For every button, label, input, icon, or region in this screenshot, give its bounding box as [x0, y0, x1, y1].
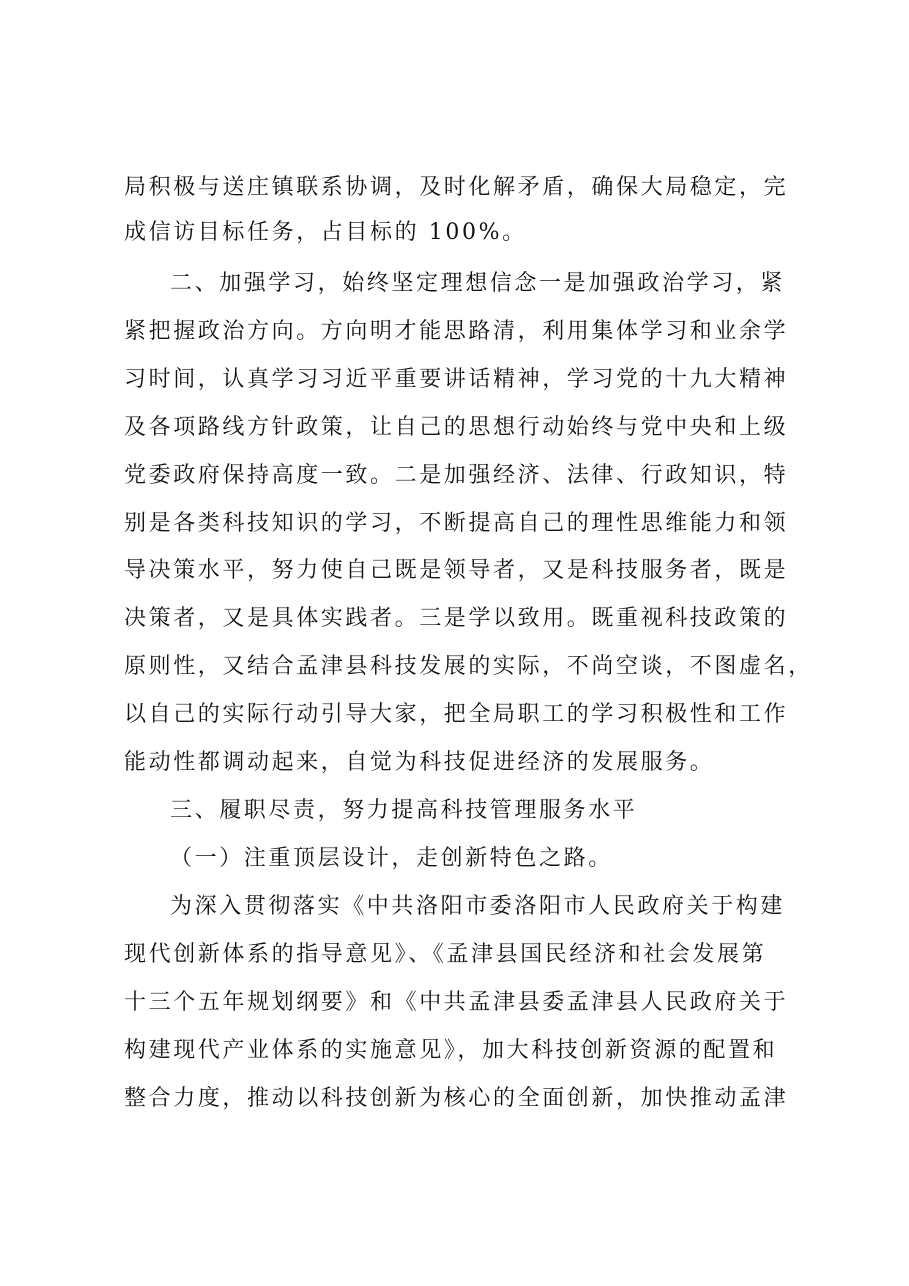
text-line: 导决策水平，努力使自己既是领导者，又是科技服务者，既是 [124, 558, 789, 583]
text-line: 成信访目标任务，占目标的 100%。 [124, 220, 527, 245]
text-line: 决策者，又是具体实践者。三是学以致用。既重视科技政策的 [124, 606, 789, 631]
text-line: （一）注重顶层设计，走创新特色之路。 [170, 846, 613, 871]
text-line: 二、加强学习，始终坚定理想信念一是加强政治学习，紧 [170, 271, 786, 296]
text-line: 三、履职尽责，努力提高科技管理服务水平 [170, 798, 638, 823]
text-line: 十三个五年规划纲要》和《中共孟津县委孟津县人民政府关于 [124, 990, 789, 1015]
text-line: 整合力度，推动以科技创新为核心的全面创新，加快推动孟津 [124, 1086, 789, 1111]
text-line: 及各项路线方针政策，让自己的思想行动始终与党中央和上级 [124, 415, 789, 440]
text-line: 紧把握政治方向。方向明才能思路清，利用集体学习和业余学 [124, 319, 789, 344]
text-line: 原则性，又结合孟津县科技发展的实际，不尚空谈，不图虚名， [124, 654, 813, 679]
text-line: 现代创新体系的指导意见》、《孟津县国民经济和社会发展第 [124, 942, 767, 967]
text-line: 局积极与送庄镇联系协调，及时化解矛盾，确保大局稳定，完 [124, 175, 789, 200]
text-line: 构建现代产业体系的实施意见》，加大科技创新资源的配置和 [124, 1038, 778, 1063]
text-line: 能动性都调动起来，自觉为科技促进经济的发展服务。 [124, 750, 715, 775]
text-line: 为深入贯彻落实《中共洛阳市委洛阳市人民政府关于构建 [170, 894, 786, 919]
text-line: 党委政府保持高度一致。二是加强经济、法律、行政知识，特 [124, 463, 789, 488]
text-line: 以自己的实际行动引导大家，把全局职工的学习积极性和工作 [124, 702, 789, 727]
text-line: 别是各类科技知识的学习，不断提高自己的理性思维能力和领 [124, 511, 789, 536]
text-line: 习时间，认真学习习近平重要讲话精神，学习党的十九大精神 [124, 367, 789, 392]
